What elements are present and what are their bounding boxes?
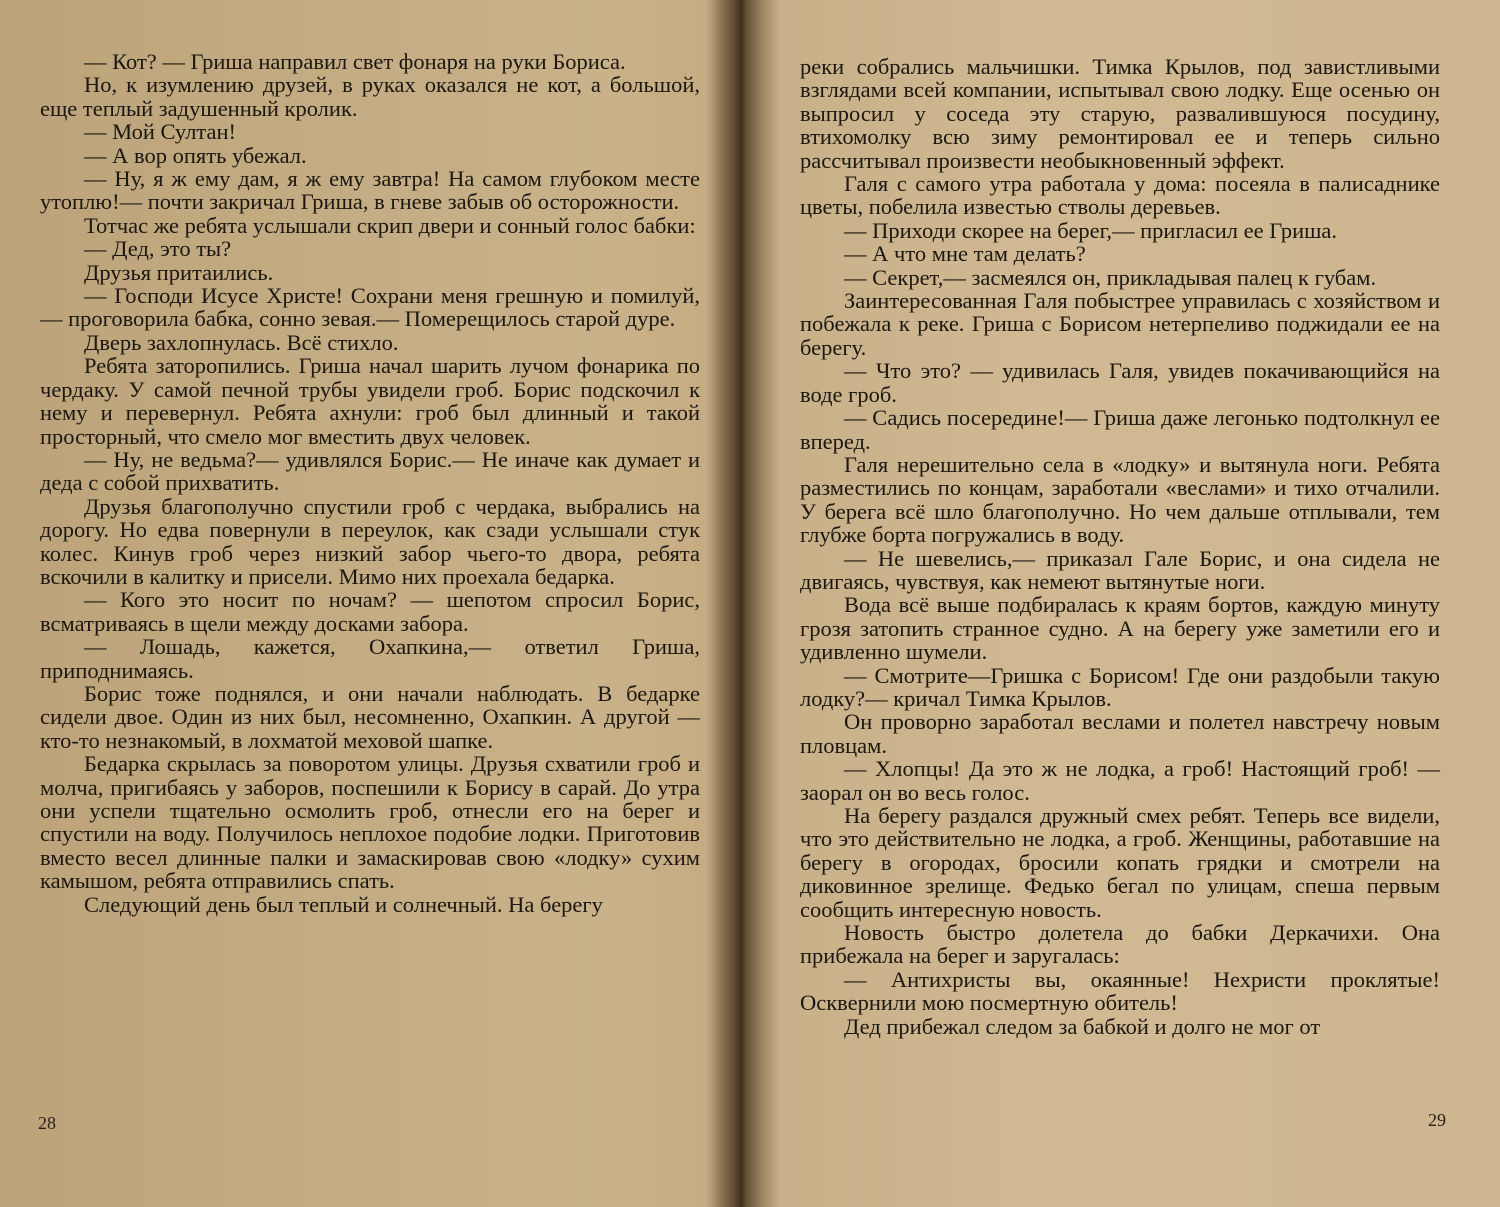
- left-paragraph-15: — Лошадь, кажется, Охапкина,— ответил Гриша, приподнимаясь.: [40, 634, 700, 683]
- left-paragraph-8: Друзья притаились.: [84, 259, 274, 285]
- right-paragraph-1: реки собрались мальчишки. Тимка Крылов, под завистливыми взглядами всей компании, испытывал свою лодку. Еще осенью он выпросил у соседа эту старую, развалившуюся посудину, втихомолку всю зиму ремонтировал ее и теперь сильно рассчитывал произвести необыкновенный эффект.: [800, 54, 1440, 173]
- right-paragraph-5: — Секрет,— засмеялся он, прикладывая палец к губам.: [844, 264, 1377, 290]
- right-page-number: 29: [1428, 1110, 1446, 1130]
- left-paragraph-9: — Господи Исусе Христе! Сохрани меня грешную и помилуй,— проговорила бабка, сонно зевая.— Померещилось старой дуре.: [40, 283, 700, 332]
- left-paragraph-3: — Мой Султан!: [84, 119, 237, 145]
- left-paragraph-10: Дверь захлопнулась. Всё стихло.: [84, 329, 399, 355]
- right-paragraph-10: — Не шевелись,— приказал Гале Борис, и она сидела не двигаясь, чувствуя, как немеют вытянутые ноги.: [800, 545, 1440, 594]
- right-paragraph-17: — Антихристы вы, окаянные! Нехристи проклятые! Осквернили мою посмертную обитель!: [800, 966, 1440, 1016]
- right-paragraph-7: — Что это? — удивилась Галя, увидев покачивающийся на воде гроб.: [800, 358, 1440, 407]
- right-paragraph-4: — А что мне там делать?: [844, 241, 1086, 267]
- left-paragraph-7: — Дед, это ты?: [84, 236, 232, 262]
- right-paragraph-13: Он проворно заработал веслами и полетел навстречу новым пловцам.: [800, 709, 1440, 758]
- right-paragraph-12: — Смотрите—Гришка с Борисом! Где они раздобыли такую лодку?— кричал Тимка Крылов.: [800, 662, 1440, 711]
- left-paragraph-5: — Ну, я ж ему дам, я ж ему завтра! На самом глубоком месте утоплю!— почти закричал Гриша, в гневе забыв об осторожности.: [40, 166, 700, 215]
- left-paragraph-16: Борис тоже поднялся, и они начали наблюдать. В бедарке сидели двое. Один из них был, несомненно, Охапкин. А другой — кто-то незнакомый, в лохматой меховой шапке.: [40, 680, 700, 753]
- left-page-number: 28: [38, 1113, 56, 1133]
- right-paragraph-15: На берегу раздался дружный смех ребят. Теперь все видели, что это действительно не лодка, а гроб. Женщины, работавшие на берегу в огородах, бросили копать грядки и смотрели на диковинное зрелище. Федько бегал по улицам, спеша первым сообщить интересную новость.: [800, 803, 1440, 922]
- left-paragraph-12: — Ну, не ведьма?— удивлялся Борис.— Не иначе как думает и деда с собой прихватить.: [40, 446, 700, 496]
- left-paragraph-11: Ребята заторопились. Гриша начал шарить лучом фонарика по чердаку. У самой печной трубы увидели гроб. Борис подскочил к нему и перевернул. Ребята ахнули: гроб был длинный и такой просторный, что смело мог вместить двух человек.: [40, 353, 700, 449]
- right-paragraph-2: Галя с самого утра работала у дома: посеяла в палисаднике цветы, побелила известью стволы деревьев.: [800, 171, 1440, 220]
- left-paragraph-13: Друзья благополучно спустили гроб с чердака, выбрались на дорогу. Но едва повернули в переулок, как сзади услышали стук колес. Кинув гроб через низкий забор чьего-то двора, ребята вскочили в калитку и присели. Мимо них проехала бедарка.: [40, 493, 700, 589]
- left-paragraph-17: Бедарка скрылась за поворотом улицы. Друзья схватили гроб и молча, пригибаясь у заборов, поспешили к Борису в сарай. До утра они успели тщательно осмолить гроб, отнесли его на берег и спустили на воду. Получилось неплохое подобие лодки. Приготовив вместо весел длинные палки и замаскировав свою «лодку» сухим камышом, ребята отправились спать.: [40, 751, 700, 894]
- right-paragraph-8: — Садись посередине!— Гриша даже легонько подтолкнул ее вперед.: [800, 405, 1440, 454]
- left-paragraph-4: — А вор опять убежал.: [84, 142, 307, 168]
- left-paragraph-14: — Кого это носит по ночам? — шепотом спросил Борис, всматриваясь в щели между досками забора.: [40, 587, 700, 636]
- left-paragraph-1: — Кот? — Гриша направил свет фонаря на руки Бориса.: [84, 49, 626, 74]
- right-paragraph-3: — Приходи скорее на берег,— пригласил ее Гриша.: [844, 217, 1338, 243]
- right-paragraph-14: — Хлопцы! Да это ж не лодка, а гроб! Настоящий гроб! — заорал он во весь голос.: [800, 756, 1440, 805]
- book-gutter: [712, 0, 762, 1207]
- right-paragraph-16: Новость быстро долетела до бабки Деркачихи. Она прибежала на берег и заругалась:: [800, 920, 1440, 969]
- right-paragraph-18: Дед прибежал следом за бабкой и долго не мог от: [844, 1013, 1321, 1039]
- right-paragraph-6: Заинтересованная Галя побыстрее управилась с хозяйством и побежала к реке. Гриша с Борисом нетерпеливо поджидали ее на берегу.: [800, 288, 1440, 360]
- right-paragraph-9: Галя нерешительно села в «лодку» и вытянула ноги. Ребята разместились по концам, заработали «веслами» и тихо отчалили. У берега всё шло благополучно. Но чем дальше отплывали, тем глубже борта погружались в воду.: [800, 451, 1440, 548]
- right-paragraph-11: Вода всё выше подбиралась к краям бортов, каждую минуту грозя затопить странное судно. А на берегу уже заметили его и удивленно шумели.: [800, 592, 1440, 665]
- left-paragraph-18: Следующий день был теплый и солнечный. На берегу: [84, 891, 603, 917]
- left-paragraph-2: Но, к изумлению друзей, в руках оказался не кот, а большой, еще теплый задушенный кролик.: [40, 72, 700, 121]
- left-page: [40, 50, 700, 1207]
- right-page: [800, 55, 1440, 1207]
- left-paragraph-6: Тотчас же ребята услышали скрип двери и сонный голос бабки:: [84, 212, 696, 238]
